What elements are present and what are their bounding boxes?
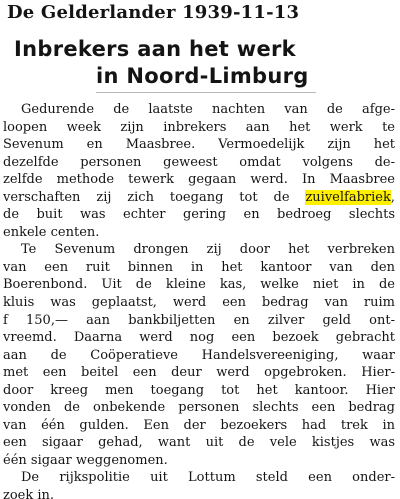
- article-line: Gedurende de laatste nachten van de afge-: [21, 102, 395, 117]
- article-line: van een ruit binnen in het kantoor van den: [3, 259, 395, 275]
- masthead: De Gelderlander 1939-11-13: [7, 2, 300, 23]
- article-line: Sevenum en Maasbree. Vermoedelijk zijn het: [3, 137, 395, 153]
- article-body: [3, 101, 395, 499]
- headline-line-2: in Noord-Limburg: [96, 64, 309, 88]
- headline-line-1: Inbrekers aan het werk: [14, 37, 296, 61]
- article-line: Boerenbond. Uit de kleine kas, welke niet in de: [3, 277, 395, 293]
- article-line: door kreeg men toegang tot het kantoor. Hier: [3, 382, 395, 398]
- article-line: Te Sevenum drongen zij door het verbreken: [21, 242, 395, 258]
- article-line: een sigaar gehad, want uit de vele kistjes was: [3, 435, 395, 451]
- article-line: vonden de onbekende personen slechts een bedrag: [3, 400, 395, 416]
- article-line: aan de Coöperatieve Handelsvereeniging, waar: [3, 347, 395, 363]
- article-line: verschaften zij zich toegang tot de zuivelfabriek,: [3, 189, 395, 205]
- article-paragraph: [3, 469, 395, 499]
- article-line: kluis was geplaatst, werd een bedrag van ruim: [3, 295, 395, 311]
- article-paragraph: [3, 241, 395, 469]
- article-line: enkele centen.: [3, 224, 100, 240]
- article-line: zoek in.: [3, 488, 55, 499]
- article-line: dezelfde personen geweest omdat volgens de-: [3, 154, 395, 170]
- article-line: zelfde methode tewerk gegaan werd. In Maasbree: [3, 172, 395, 188]
- article-line: f 150,— aan bankbiljetten en zilver geld ont-: [3, 312, 395, 328]
- article-line: de buit was echter gering en bedroeg slechts: [3, 207, 395, 223]
- article-line: De rijkspolitie uit Lottum steld een onder-: [21, 470, 395, 486]
- article-line: één sigaar weggenomen.: [3, 452, 168, 468]
- headline-rule: [96, 92, 316, 93]
- highlighted-word: zuivelfabriek: [305, 189, 391, 205]
- article-line: met een beitel een deur werd opgebroken. Hier-: [3, 365, 395, 381]
- article-line: van één gulden. Een der bezoekers had trek in: [3, 417, 395, 433]
- article-paragraph: [3, 101, 395, 241]
- article-line: loopen week zijn inbrekers aan het werk te: [3, 119, 395, 135]
- article-line: vreemd. Daarna werd nog een bezoek gebracht: [3, 330, 395, 346]
